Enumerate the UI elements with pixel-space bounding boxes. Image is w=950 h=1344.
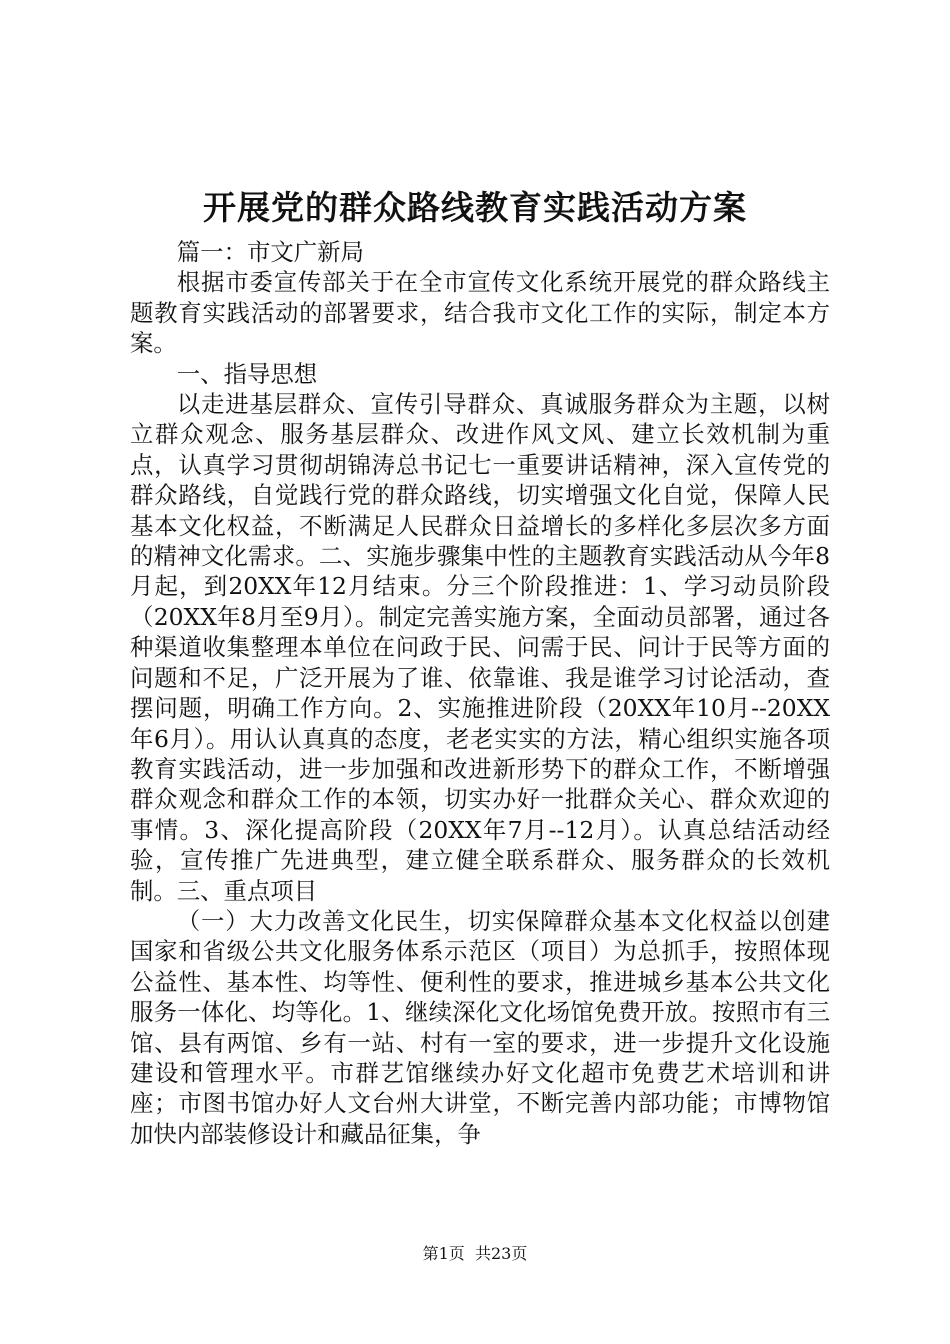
page-total: 共23页 [474,1244,528,1263]
document-title: 开展党的群众路线教育实践活动方案 [203,188,747,227]
body-paragraph: 以走进基层群众、宣传引导群众、真诚服务群众为主题，以树立群众观念、服务基层群众、改进作风文风、建立长效机制为重点，认真学习贯彻胡锦涛总书记七一重要讲话精神，深入宣传党的群众路线，自觉践行党的群众路线，切实增强文化自觉，保障人民基本文化权益，不断满足人民群众日益增长的多样化多层次多方面的精神文化需求。二、实施步骤集中性的主题教育实践活动从今年8月起，到20XX年12月结束。分三个阶段推进：1、学习动员阶段（20XX年8月至9月）。制定完善实施方案，全面动员部署，通过各种渠道收集整理本单位在问政于民、问需于民、问计于民等方面的问题和不足，广泛开展为了谁、依靠谁、我是谁学习讨论活动，查摆问题，明确工作方向。2、实施推进阶段（20XX年10月--20XX年6月）。用认认真真的态度，老老实实的方法，精心组织实施各项教育实践活动，进一步加强和改进新形势下的群众工作，不断增强群众观念和群众工作的本领，切实办好一批群众关心、群众欢迎的事情。3、深化提高阶段（20XX年7月--12月）。认真总结活动经验，宣传推广先进典型，建立健全联系群众、服务群众的长效机制。三、重点项目 [130,390,830,905]
section-heading: 一、指导思想 [176,359,318,388]
body-paragraph: （一）大力改善文化民生，切实保障群众基本文化权益以创建国家和省级公共文化服务体系示范区（项目）为总抓手，按照体现公益性、基本性、均等性、便利性的要求，推进城乡基本公共文化服务一体化、均等化。1、继续深化文化场馆免费开放。按照市有三馆、县有两馆、乡有一站、村有一室的要求，进一步提升文化设施建设和管理水平。市群艺馆继续办好文化超市免费艺术培训和讲座；市图书馆办好人文台州大讲堂，不断完善内部功能；市博物馆加快内部装修设计和藏品征集，争 [130,906,830,1148]
page-number: 第1页 [422,1244,465,1263]
document-body [130,237,830,1149]
body-paragraph: 根据市委宣传部关于在全市宣传文化系统开展党的群众路线主题教育实践活动的部署要求，结合我市文化工作的实际，制定本方案。 [130,268,830,358]
page-footer [0,1242,950,1266]
section-heading: 篇一：市文广新局 [176,238,364,266]
